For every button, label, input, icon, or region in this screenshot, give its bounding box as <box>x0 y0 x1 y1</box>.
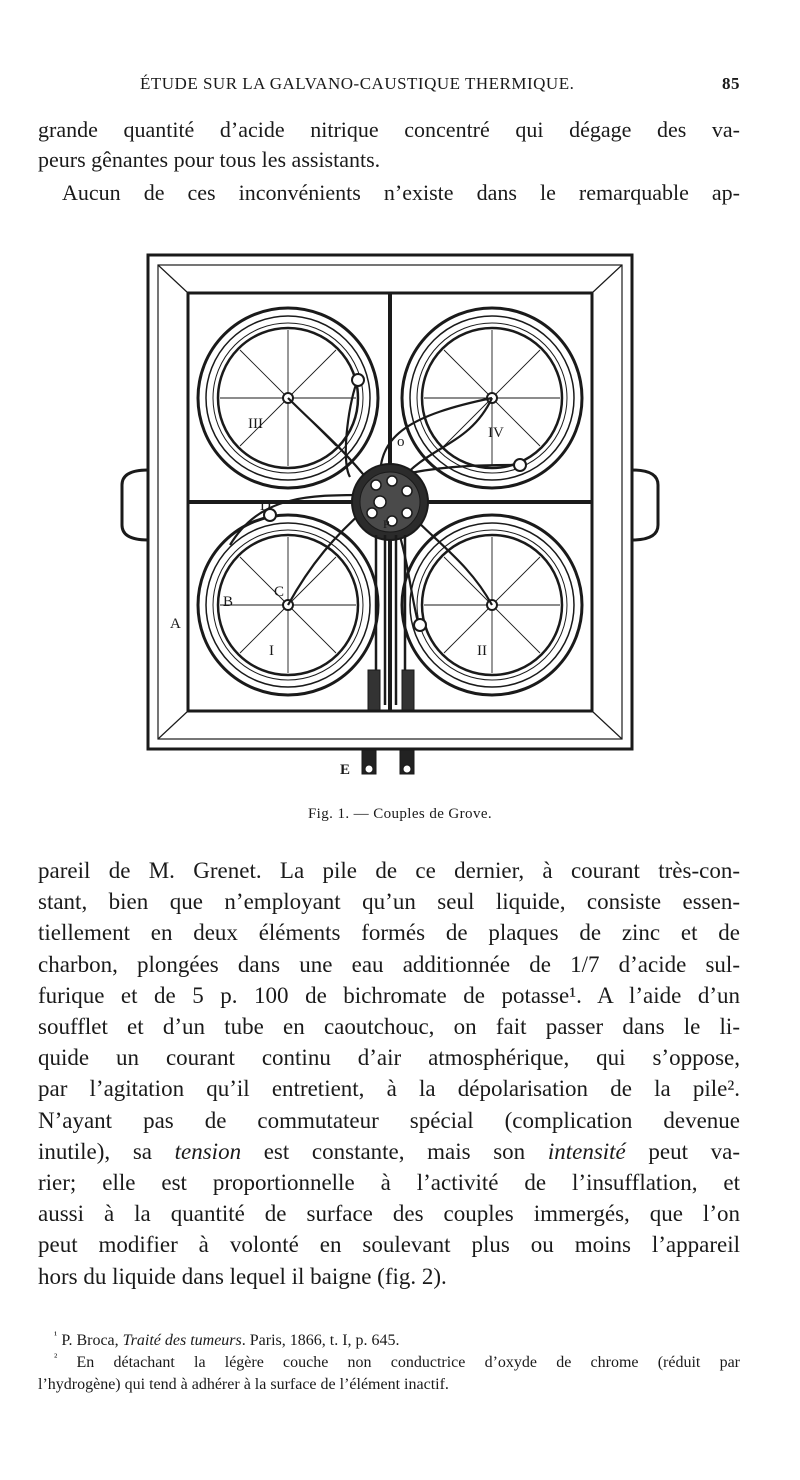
label-O: o <box>397 434 405 450</box>
label-II: II <box>477 643 487 659</box>
paragraph-2 <box>38 178 740 208</box>
label-B: B <box>223 594 234 610</box>
text-line: charbon, plongées dans une eau additionnée de 1/7 d’acide sul- <box>38 951 740 977</box>
text-line: pareil de M. Grenet. La pile de ce dernier, à courant très-con- <box>38 858 740 883</box>
paragraph-3 <box>38 855 740 1292</box>
text-line: soufflet et d’un tube en caoutchouc, on fait passer dans le li- <box>38 1014 740 1040</box>
label-IV: IV <box>488 425 504 441</box>
text-line: par l’agitation qu’il entretient, à la dépolarisation de la pile². <box>38 1076 740 1102</box>
footnote-2: $^{^2}$ En détachant la légère couche non conductrice d’oxyde de chrome (réduit par <box>54 1351 740 1371</box>
text-line: quide un courant continu d’air atmosphérique, qui s’oppose, <box>38 1045 740 1071</box>
text-line: grande quantité d’acide nitrique concentré qui dégage des va- <box>38 117 740 142</box>
footnote-2-continued: l’hydrogène) qui tend à adhérer à la surface de l’élément inactif. <box>38 1376 449 1393</box>
figure-caption: Fig. 1. — Couples de Grove. <box>307 806 493 822</box>
label-D: D <box>260 498 271 514</box>
emphasis-intensite: intensité <box>547 1138 626 1164</box>
label-A: A <box>170 616 181 632</box>
central-commutator <box>230 374 526 774</box>
emphasis-tension: tension <box>174 1138 242 1164</box>
text-line: Aucun de ces inconvénients n’existe dans le remarquable ap- <box>62 180 740 205</box>
label-III: III <box>248 416 263 432</box>
figure-grove-cells <box>110 245 670 790</box>
text-line: peut modifier à volonté en soulevant plus ou moins l’appareil <box>38 1232 740 1258</box>
text-line: stant, bien que n’employant qu’un seul liquide, consiste essen- <box>38 889 740 915</box>
page-header <box>40 74 740 100</box>
label-I: I <box>269 643 274 659</box>
running-title: ÉTUDE SUR LA GALVANO-CAUSTIQUE THERMIQUE. <box>140 74 575 93</box>
footnote-1: $^{^1}$ P. Broca, Traité des tumeurs. Paris, 1866, t. I, p. 645. <box>54 1329 400 1349</box>
footnotes <box>38 1330 740 1396</box>
text-line-with-emphasis: inutile), sa tension est constante, mais son intensité peut va- <box>38 1138 741 1164</box>
paragraph-1 <box>38 115 740 175</box>
text-line: aussi à la quantité de surface des couples immergés, que l’on <box>38 1201 740 1227</box>
label-C: C <box>274 584 285 600</box>
text-line: peurs gênantes pour tous les assistants. <box>38 147 381 172</box>
text-line: tiellement en deux éléments formés de plaques de zinc et de <box>38 920 740 946</box>
label-E: E <box>340 762 351 778</box>
text-line: furique et de 5 p. 100 de bichromate de potasse¹. A l’aide d’un <box>38 982 740 1008</box>
text-line: N’ayant pas de commutateur spécial (complication devenue <box>38 1107 740 1133</box>
label-P: P <box>383 517 390 531</box>
text-line: hors du liquide dans lequel il baigne (fig. 2). <box>38 1263 447 1289</box>
page-number: 85 <box>722 74 740 93</box>
text-line: rier; elle est proportionnelle à l’activité de l’insufflation, et <box>38 1170 740 1196</box>
